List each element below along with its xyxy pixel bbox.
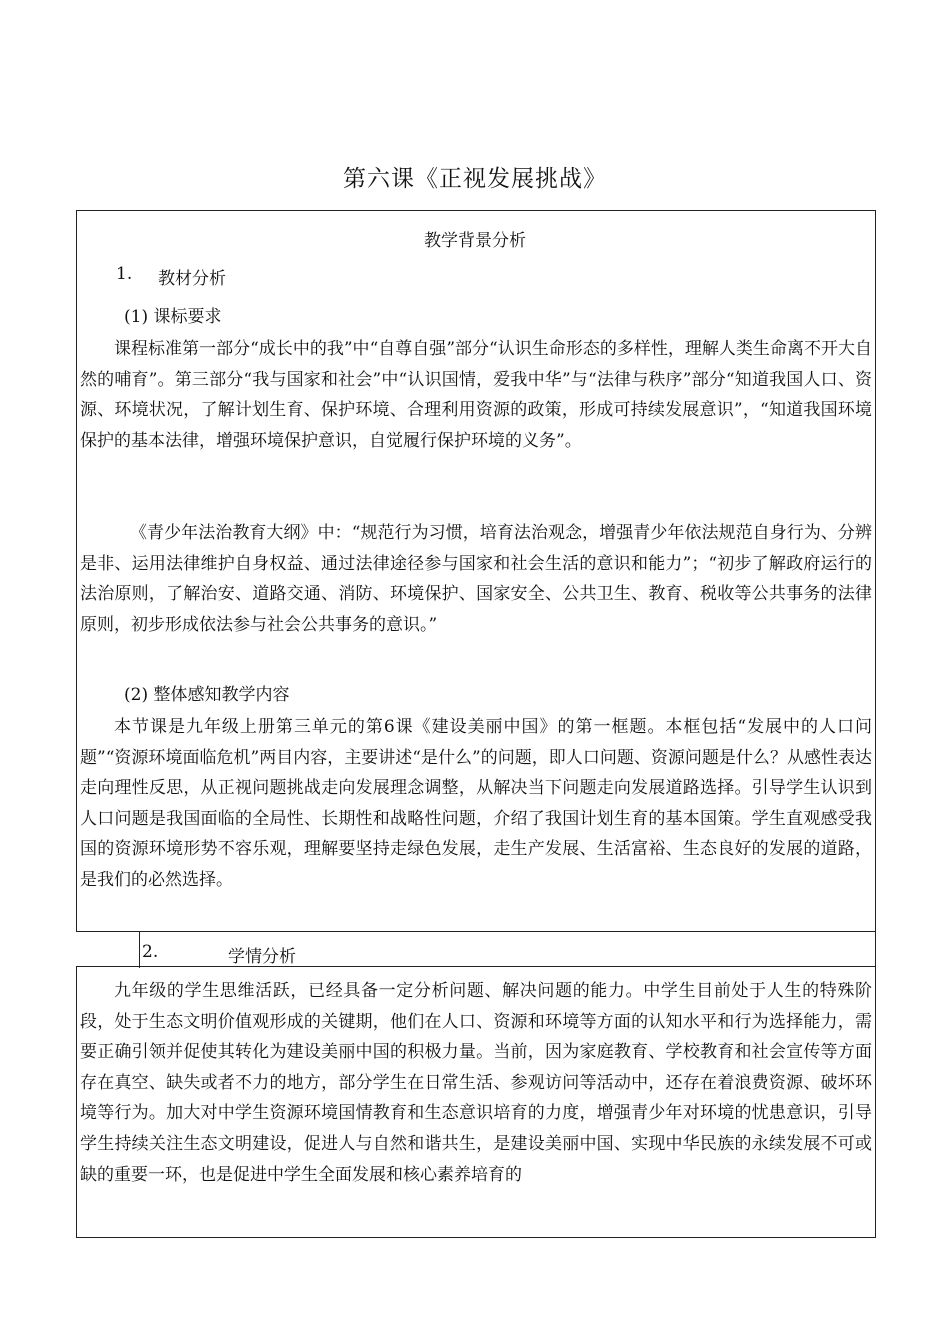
- section-header: 教学背景分析: [424, 231, 526, 251]
- item1-label: 教材分析: [158, 269, 226, 289]
- paragraph-students: 九年级的学生思维活跃，已经具备一定分析问题、解决问题的能力。中学生目前处于人生的特殊阶段，处于生态文明价值观形成的关键期，他们在人口、资源和环境等方面的认知水平和行为选择能力，需要正确引领并促使其转化为建设美丽中国的积极力量。当前，因为家庭教育、学校教育和社会宣传等方面存在真空、缺失或者不力的地方，部分学生在日常生活、参观访问等活动中，还存在着浪费资源、破坏环境等行为。加大对中学生资源环境国情教育和生态意识培育的力度，增强青少年对环境的忧患意识，引导学生持续关注生态文明建设，促进人与自然和谐共生，是建设美丽中国、实现中华民族的永续发展不可或缺的重要一环，也是促进中学生全面发展和核心素养培育的: [80, 981, 872, 1185]
- item1-number: 1.: [116, 264, 133, 284]
- subheading-content: (2) 整体感知教学内容: [124, 685, 290, 705]
- item2-label: 学情分析: [228, 947, 296, 967]
- paragraph-outline: 《青少年法治教育大纲》中：“规范行为习惯，培育法治观念，增强青少年依法规范自身行为、分辨是非、运用法律维护自身权益、通过法律途径参与国家和社会生活的意识和能力”；“初步了解政府运行的法治原则，了解治安、道路交通、消防、环境保护、国家安全、公共卫生、教育、税收等公共事务的法律原则，初步形成依法参与社会公共事务的意识。”: [80, 523, 872, 635]
- paragraph-curriculum: 课程标准第一部分“成长中的我”中“自尊自强”部分“认识生命形态的多样性，理解人类生命离不开大自然的哺育”。第三部分“我与国家和社会”中“认识国情，爱我中华”与“法律与秩序”部分“知道我国人口、资源、环境状况，了解计划生育、保护环境、合理利用资源的政策，形成可持续发展意识”，“知道我国环境保护的基本法律，增强环境保护意识，自觉履行保护环境的义务”。: [80, 339, 872, 451]
- subheading-curriculum: (1) 课标要求: [124, 307, 222, 327]
- paragraph-content: 本节课是九年级上册第三单元的第6课《建设美丽中国》的第一框题。本框包括“发展中的人口问题”“资源环境面临危机”两目内容，主要讲述“是什么”的问题，即人口问题、资源问题是什么？从感性表达走向理性反思，从正视问题挑战走向发展理念调整，从解决当下问题走向发展道路选择。引导学生认识到人口问题是我国面临的全局性、长期性和战略性问题，介绍了我国计划生育的基本国策。学生直观感受我国的资源环境形势不容乐观，理解要坚持走绿色发展，走生产发展、生活富裕、生态良好的发展的道路，是我们的必然选择。: [80, 717, 872, 890]
- page-title: 第六课《正视发展挑战》: [343, 166, 607, 192]
- item2-number: 2.: [142, 942, 159, 962]
